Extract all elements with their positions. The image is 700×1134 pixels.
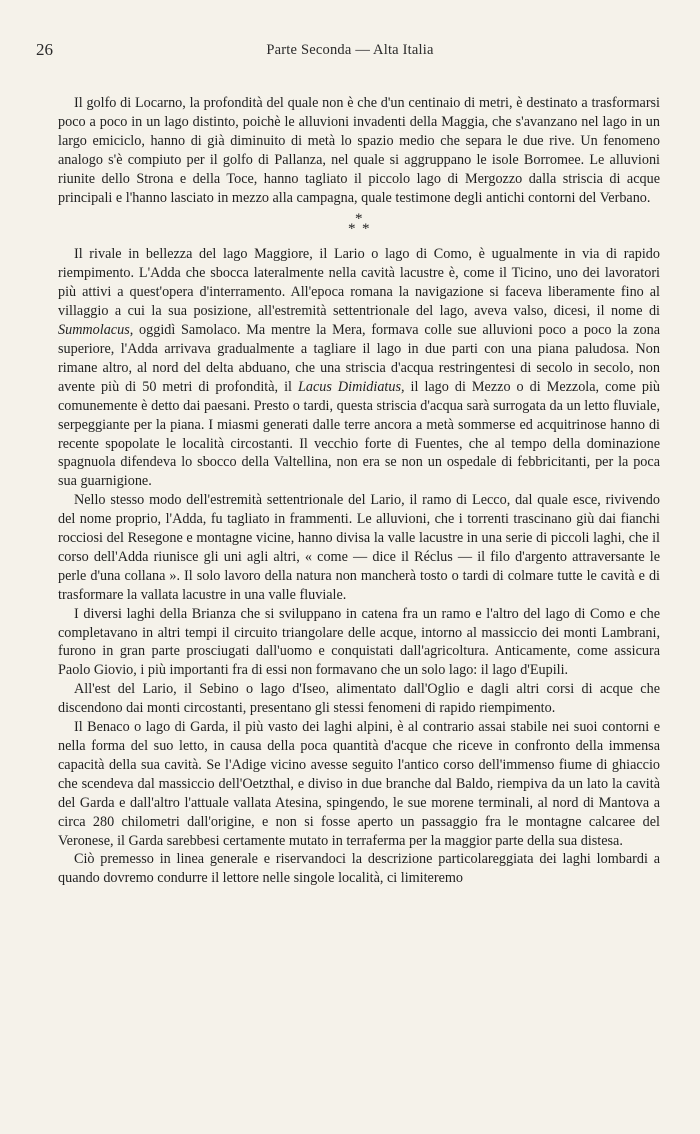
paragraph-locarno: Il golfo di Locarno, la profondità del quale non è che d'un centinaio di metri, è destinato a trasformarsi poco a poco in un lago distinto, poichè le alluvioni invadenti della Maggia, che s'avanzano nel lago in un largo emiciclo, hanno di già diminuito di metà lo spazio medio che separa le due rive. Un fenomeno analogo s'è compiuto per il golfo di Pallanza, nel quale si aggruppano le isole Borromee. Le alluvioni riunite dello Strona e della Toce, hanno tagliato il piccolo lago di Mergozzo dalla striscia di acque principali e l'hanno lasciato in mezzo alla campagna, quale testimone degli antichi contorni del Verbano. xyxy=(58,95,660,206)
asterism-star: * xyxy=(362,221,370,238)
paragraph-text: Il rivale in bellezza del lago Maggiore, il Lario o lago di Como, è ugualmente in via di rapido riempimento. L'Adda che sbocca lateralmente nella cavità lacustre è, come il Ticino, uno dei lavoratori più attivi a quest'opera d'interramento. All'epoca romana la navigazione si faceva liberamente fino al villaggio a cui la sua posizione, all'estremità settentrionale del lago, aveva valso, dicesi, il nome di xyxy=(58,246,660,320)
page-number: 26 xyxy=(36,40,53,59)
asterism-icon xyxy=(344,212,374,240)
paragraph-benaco: Il Benaco o lago di Garda, il più vasto dei laghi alpini, è al contrario assai stabile nei suoi contorni e nella forma del suo letto, in causa della poca quantità d'acque che riceve in confronto della immensa capacità della sua cavità. Se l'Adige vicino avesse seguito l'antico corso dell'immenso fiume di ghiaccio che scendeva dal massiccio dell'Oetzthal, e diviso in due branche dal Baldo, riempiva da un lato la cavità del Garda e dall'altro l'attuale vallata Atesina, spingendo, le sue morene terminali, al nord di Mantova a circa 280 chilometri dall'origine, e non si fosse aperto un passaggio fra le montagne calcaree del Veronese, il Garda sarebbesi certamente mutato in terraferma per la maggior parte della sua distesa. xyxy=(58,719,660,849)
running-head: Parte Seconda — Alta Italia xyxy=(266,42,434,58)
paragraph-lario xyxy=(58,245,660,491)
paragraph-lecco: Nello stesso modo dell'estremità settentrionale del Lario, il ramo di Lecco, dal quale esce, rivivendo del nome proprio, l'Adda, fu tagliato in frammenti. Le alluvioni, che i torrenti trascinano giù dai fianchi rocciosi del Resegone e montagne vicine, hanno divisa la valle lacustre in una serie di piccoli laghi, che il corso dell'Adda riunisce gli uni agli altri, « come — dice il Réclus — il filo d'argento attraversante le perle d'una collana ». Il solo lavoro della natura non mancherà tosto o tardi di colmare tutte le cavità e di trasformare la vallata lacustre in una valle fluviale. xyxy=(58,492,660,603)
page-header xyxy=(36,40,664,64)
paragraph-text: oggidì Samolaco. Ma mentre la Mera, formava colle sue alluvioni poco a poco la zona superiore, l'Adda arrivava gradualmente a tagliare il lago in due parti con una piana paludosa. Non rimane altro, al nord del delta abduano, che una striscia d'acqua restringentesi di secolo in secolo, non avente più di 50 metri di profondità, il xyxy=(58,322,660,395)
italic-term: Lacus Dimidiatus, xyxy=(298,378,405,395)
body-text xyxy=(58,94,660,888)
italic-term: Summolacus, xyxy=(58,322,134,339)
asterism-star: * xyxy=(355,211,363,228)
paragraph-sebino: All'est del Lario, il Sebino o lago d'Iseo, alimentato dall'Oglio e dagli altri corsi di acque che discendono dai monti circostanti, presentano gli stessi fenomeni di rapido riempimento. xyxy=(58,681,660,717)
paragraph-text: il lago di Mezzo o di Mezzola, come più comunemente è detto dai paesani. Presto o tardi, questa striscia d'acqua sarà surrogata da un letto fluviale, serpeggiante per la piana. I miasmi generati dalle terre ancora a metà sommerse ed acquitrinose hanno di recente spopolate le località circostanti. Il vecchio forte di Fuentes, che al tempo della dominazione spagnuola difendeva lo sbocco della Valtellina, non era se non un ospedale di febbricitanti, per la poca sua guarnigione. xyxy=(58,378,660,490)
section-break-asterism xyxy=(58,207,660,245)
asterism-star: * xyxy=(348,221,356,238)
paragraph-brianza: I diversi laghi della Brianza che si sviluppano in catena fra un ramo e l'altro del lago di Como e che completavano in altri tempi il circuito triangolare delle acque, intorno al massiccio dei monti Lambrani, furono in gran parte prosciugati dall'uomo e conquistati dall'agricoltura. Anticamente, come assicura Paolo Giovio, i più importanti fra di essi non formavano che un solo lago: il lago d'Eupili. xyxy=(58,605,660,679)
paragraph-conclusion: Ciò premesso in linea generale e riservandoci la descrizione particolareggiata dei laghi lombardi a quando dovremo condurre il lettore nelle singole località, ci limiteremo xyxy=(58,851,660,887)
